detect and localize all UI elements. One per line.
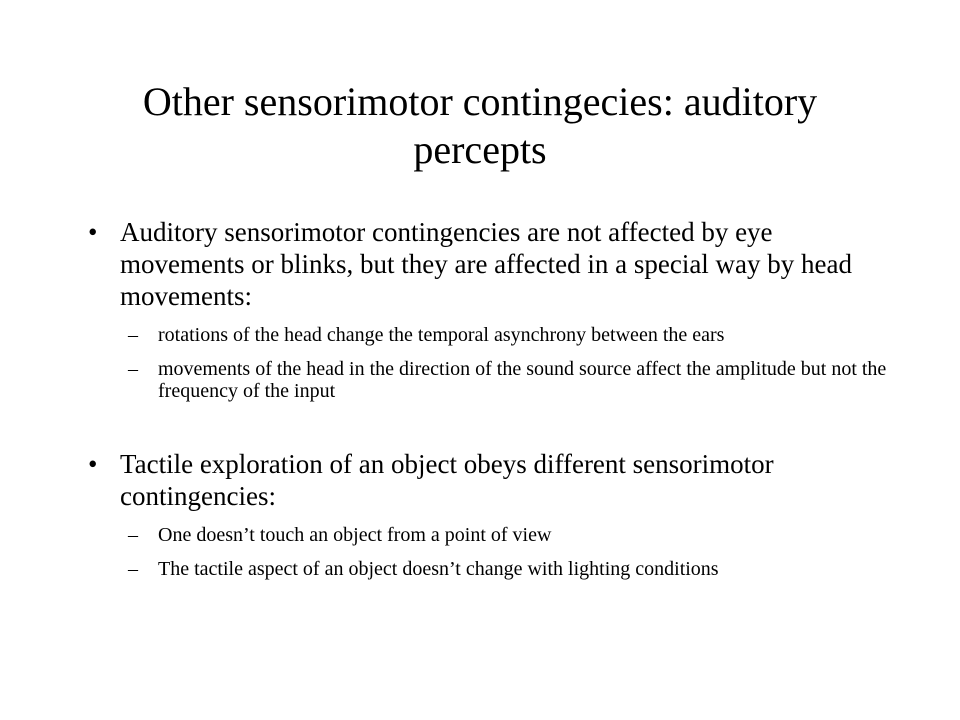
bullet-marker: •	[88, 449, 98, 479]
spacer	[88, 414, 888, 448]
bullet-text: Auditory sensorimotor contingencies are not affected by eye movements or blinks, but they are affected in a special way by head movements:	[120, 217, 853, 311]
bullet-item	[88, 216, 888, 312]
dash-marker: –	[128, 558, 138, 580]
sub-bullet-text: One doesn’t touch an object from a point of view	[158, 524, 552, 546]
sub-bullet-item	[88, 324, 888, 346]
slide-title-line-1: Other sensorimotor contingecies: auditory	[142, 79, 818, 124]
slide-title-line-2: percepts	[413, 127, 547, 172]
bullet-marker: •	[88, 217, 98, 247]
sub-bullet-list	[88, 524, 888, 580]
bullet-item	[88, 448, 888, 512]
dash-marker: –	[128, 524, 138, 546]
sub-bullet-list	[88, 324, 888, 402]
bullet-text: Tactile exploration of an object obeys different sensorimotor contingencies:	[120, 449, 774, 511]
sub-bullet-text: The tactile aspect of an object doesn’t change with lighting conditions	[158, 558, 719, 580]
slide-body	[88, 216, 888, 592]
sub-bullet-item	[88, 558, 888, 580]
sub-bullet-item	[88, 524, 888, 546]
slide-title	[80, 78, 880, 174]
sub-bullet-item	[88, 358, 888, 402]
dash-marker: –	[128, 358, 138, 380]
sub-bullet-text: rotations of the head change the temporal asynchrony between the ears	[158, 324, 725, 346]
dash-marker: –	[128, 324, 138, 346]
sub-bullet-text: movements of the head in the direction of the sound source affect the amplitude but not the frequency of the input	[158, 358, 887, 402]
